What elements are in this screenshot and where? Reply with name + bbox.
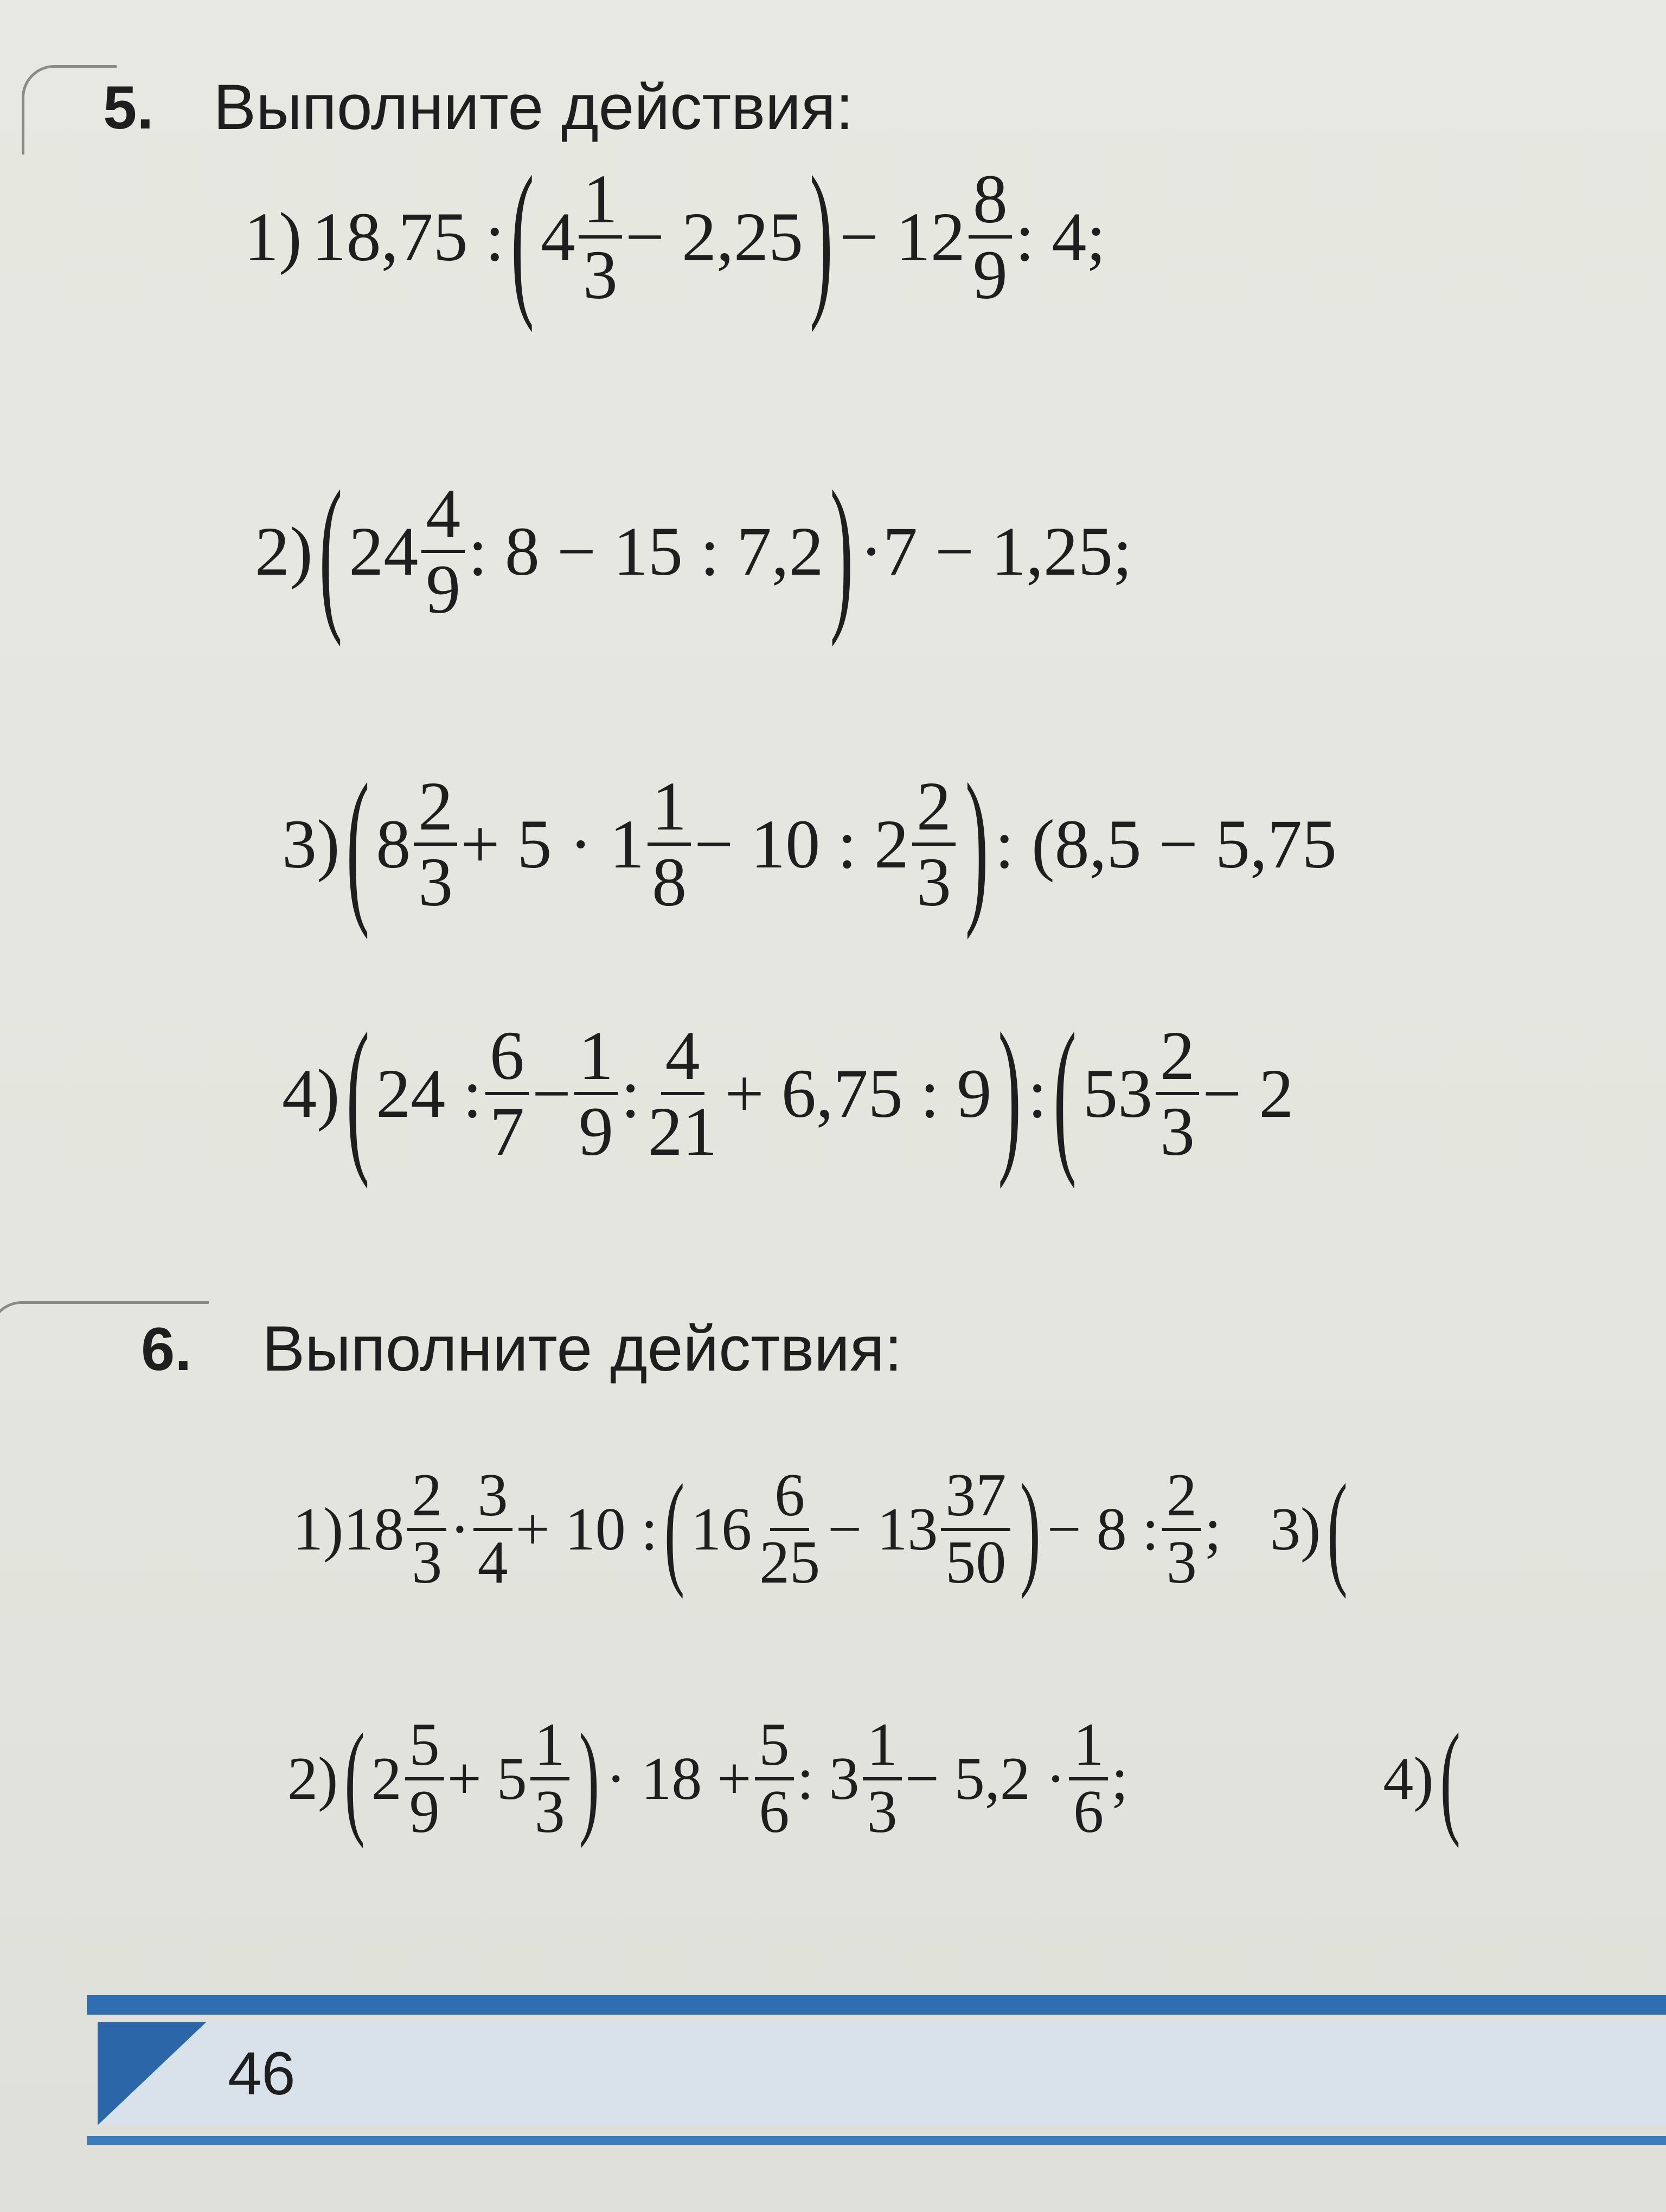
expr-text: 4 (540, 198, 575, 276)
expr-text: ·7 − 1,25; (860, 513, 1132, 590)
fraction (912, 770, 956, 919)
fraction (579, 160, 622, 314)
fraction (485, 1017, 529, 1171)
exercise-5-title: Выполните действия: (213, 72, 854, 143)
denominator: 3 (418, 844, 453, 921)
expr-text: ; (1111, 1745, 1129, 1812)
expr-text: · (450, 1495, 470, 1563)
expr-text: 18,75 : (311, 198, 505, 276)
denominator: 6 (1073, 1778, 1104, 1846)
denominator: 9 (579, 1093, 613, 1171)
denominator: 3 (867, 1778, 898, 1846)
fraction (969, 160, 1012, 314)
expr-text: ; (1204, 1495, 1222, 1563)
close-paren: ) (830, 455, 854, 648)
expr-text: − 2 (1202, 1055, 1294, 1133)
close-paren: ) (810, 140, 833, 333)
expr-text: 53 (1083, 1055, 1153, 1133)
numerator: 1 (648, 770, 691, 846)
numerator: 37 (941, 1464, 1010, 1531)
exercise-5-item-2 (255, 455, 1132, 648)
denominator: 3 (582, 236, 618, 314)
expr-text: · 18 + (606, 1745, 752, 1812)
expr-text: + 6,75 : 9 (725, 1055, 992, 1133)
fraction (863, 1713, 902, 1844)
fraction (421, 477, 465, 626)
fraction (414, 770, 457, 919)
numerator: 6 (770, 1464, 809, 1531)
fraction (405, 1713, 444, 1844)
exercise-6-item-1 (293, 1458, 1354, 1600)
exercise-6-number: 6. (141, 1315, 192, 1383)
exercise-5-item-1 (244, 140, 1106, 333)
numerator: 5 (755, 1713, 794, 1780)
denominator: 9 (409, 1778, 440, 1846)
denominator: 6 (759, 1778, 790, 1846)
fraction (1156, 1017, 1199, 1171)
item-label: 3) (282, 806, 340, 883)
expr-text: − (531, 1055, 571, 1133)
expr-text: 24 (349, 513, 419, 590)
denominator: 50 (945, 1528, 1007, 1596)
item-label: 4) (1383, 1745, 1434, 1812)
expr-text: 24 : (376, 1055, 482, 1133)
denominator: 3 (916, 844, 951, 921)
open-paren: ( (346, 997, 370, 1190)
item-label: 3) (1270, 1495, 1321, 1563)
item-label: 1) (293, 1495, 344, 1563)
numerator: 6 (485, 1019, 529, 1095)
numerator: 2 (912, 770, 956, 846)
open-paren: ( (664, 1458, 685, 1600)
expr-text: 18 (343, 1495, 405, 1563)
fraction (755, 1713, 794, 1844)
item-label: 1) (244, 198, 302, 276)
expr-text: − 13 (828, 1495, 938, 1563)
expr-text: 2 (371, 1745, 402, 1812)
denominator: 3 (412, 1528, 443, 1596)
exercise-6-title: Выполните действия: (262, 1313, 902, 1385)
denominator: 8 (652, 844, 687, 921)
fraction (574, 1017, 618, 1171)
denominator: 9 (426, 551, 461, 628)
item-label: 4) (282, 1055, 340, 1133)
exercise-5-item-3 (282, 748, 1337, 941)
fraction (1162, 1464, 1201, 1594)
fraction (1069, 1713, 1108, 1844)
close-paren: ) (998, 997, 1021, 1190)
numerator: 4 (661, 1019, 704, 1095)
denominator: 3 (1160, 1093, 1195, 1171)
footer-stripe (87, 1995, 1666, 2015)
denominator: 3 (1166, 1528, 1197, 1596)
numerator: 3 (473, 1464, 512, 1531)
expr-text: + 10 : (515, 1495, 658, 1563)
denominator: 7 (489, 1093, 524, 1171)
open-paren: ( (319, 455, 343, 648)
numerator: 2 (1162, 1464, 1201, 1531)
footer-band (98, 2022, 1666, 2125)
expr-text: : 4; (1015, 198, 1106, 276)
fraction (473, 1464, 512, 1594)
exercise-5-item-4 (282, 997, 1294, 1190)
page-number: 46 (228, 2040, 296, 2107)
open-paren: ( (511, 140, 534, 333)
numerator: 5 (405, 1713, 444, 1780)
expr-text: − 8 : (1047, 1495, 1159, 1563)
numerator: 1 (574, 1019, 618, 1095)
expr-text: : 3 (797, 1745, 860, 1812)
numerator: 1 (863, 1713, 902, 1780)
expr-text: : 8 − 15 : 7,2 (468, 513, 824, 590)
open-paren: ( (344, 1708, 365, 1849)
numerator: 2 (414, 770, 457, 846)
close-paren: ) (965, 748, 989, 941)
open-paren: ( (1053, 997, 1077, 1190)
footer-stripe-lower (87, 2136, 1666, 2145)
open-paren: ( (1327, 1458, 1348, 1600)
footer-corner (98, 2022, 206, 2125)
fraction (407, 1464, 446, 1594)
denominator: 3 (534, 1778, 565, 1846)
close-paren: ) (1020, 1458, 1041, 1600)
exercise-5-number: 5. (103, 73, 154, 142)
numerator: 8 (969, 163, 1012, 239)
fraction (644, 1017, 722, 1171)
numerator: 1 (579, 163, 622, 239)
denominator: 9 (972, 236, 1008, 314)
close-paren: ) (579, 1708, 600, 1849)
numerator: 4 (421, 477, 465, 553)
exercise-5-header (103, 70, 854, 144)
numerator: 1 (1069, 1713, 1108, 1780)
open-paren: ( (1440, 1708, 1460, 1849)
item-label: 2) (287, 1745, 338, 1812)
expr-text: : (8,5 − 5,75 (995, 806, 1337, 883)
exercise-6-header (141, 1312, 902, 1386)
numerator: 1 (530, 1713, 569, 1780)
expr-text: 8 (376, 806, 411, 883)
expr-text: − 2,25 (625, 198, 803, 276)
item-label: 2) (255, 513, 313, 590)
fraction (530, 1713, 569, 1844)
expr-text: − 10 : 2 (694, 806, 909, 883)
numerator: 2 (407, 1464, 446, 1531)
fraction (755, 1464, 824, 1594)
exercise-6-item-2 (287, 1708, 1467, 1849)
expr-text: + 5 (447, 1745, 527, 1812)
exercise-5-margin-mark (22, 65, 117, 155)
denominator: 4 (477, 1528, 508, 1596)
open-paren: ( (346, 748, 370, 941)
fraction (648, 770, 691, 919)
fraction (941, 1464, 1010, 1594)
expr-text: 16 (691, 1495, 752, 1563)
numerator: 2 (1156, 1019, 1199, 1095)
denominator: 25 (759, 1528, 821, 1596)
denominator: 21 (648, 1093, 717, 1171)
expr-text: + 5 · 1 (460, 806, 645, 883)
expr-text: : (1027, 1055, 1047, 1133)
expr-text: − 5,2 · (905, 1745, 1066, 1812)
expr-text: : (621, 1055, 640, 1133)
expr-text: − 12 (839, 198, 965, 276)
